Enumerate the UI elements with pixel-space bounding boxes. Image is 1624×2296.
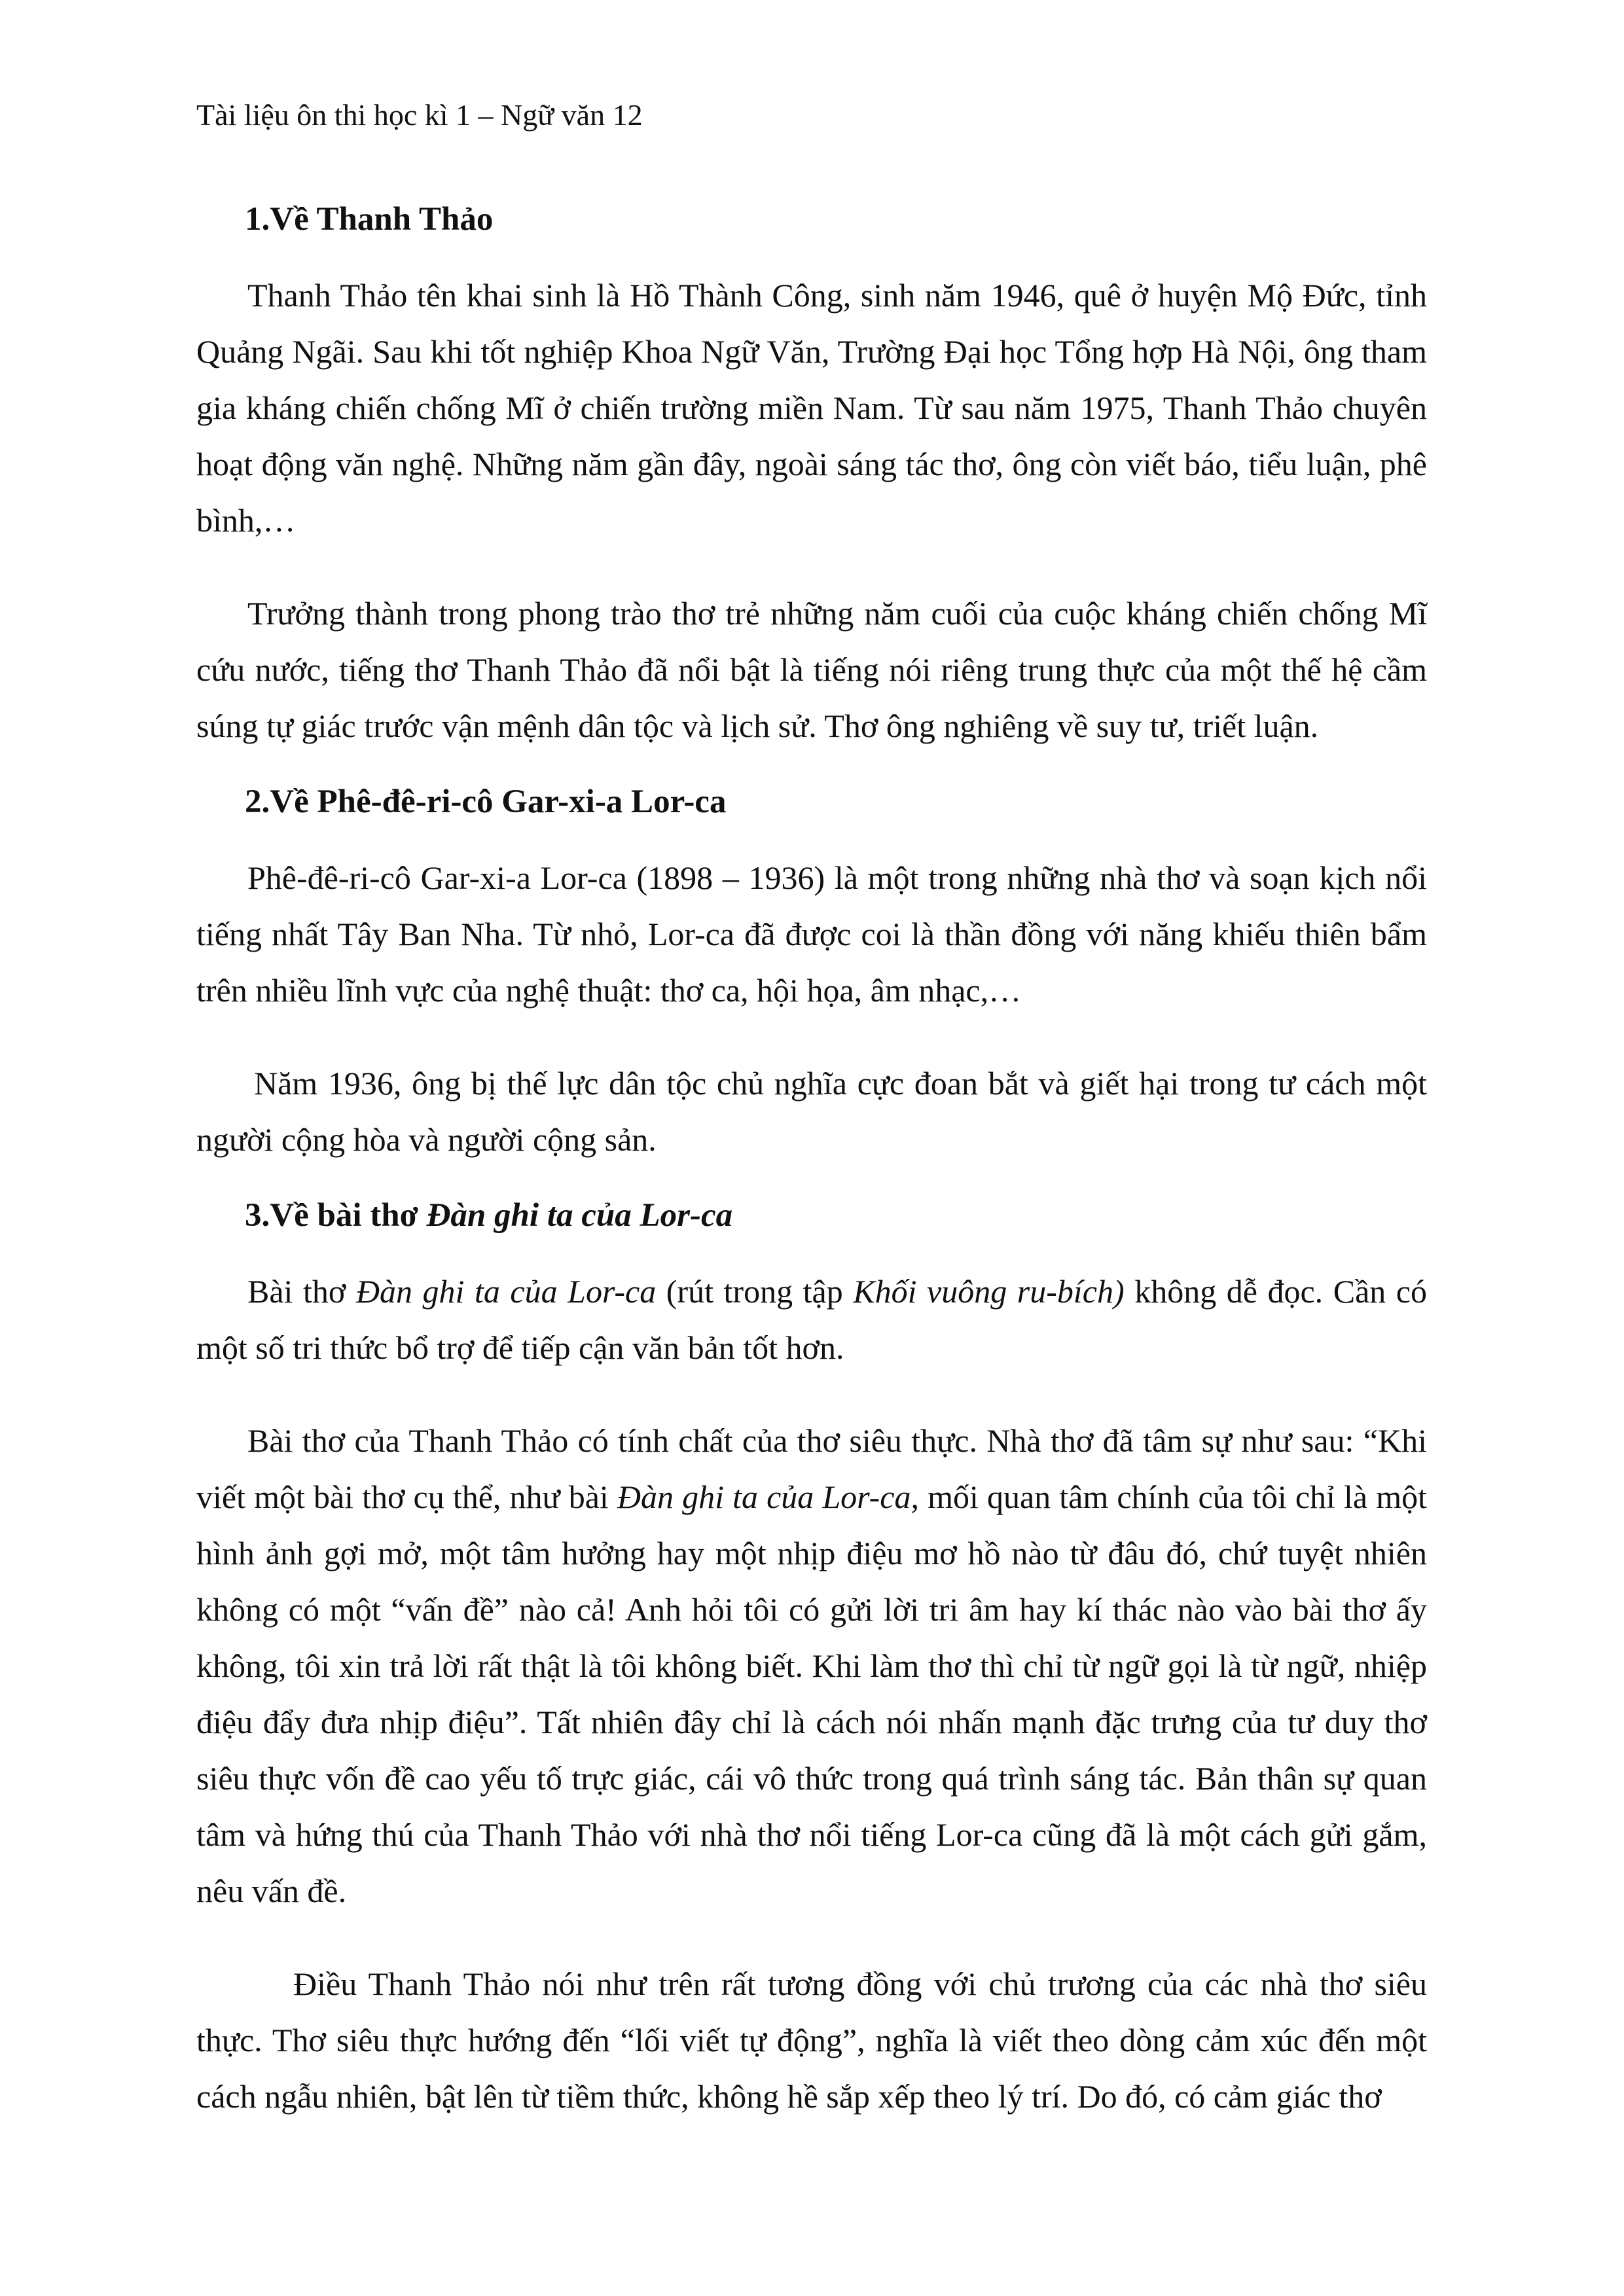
paragraph: Trưởng thành trong phong trào thơ trẻ những năm cuối của cuộc kháng chiến chống Mĩ cứu nước, tiếng thơ Thanh Thảo đã nổi bật là tiếng nói riêng trung thực của một thế hệ cầm súng tự giác trước vận mệnh dân tộc và lịch sử. Thơ ông nghiêng về suy tư, triết luận. xyxy=(196,595,1427,744)
heading-poem-title: Đàn ghi ta của Lor-ca xyxy=(426,1197,733,1234)
section-heading-poem xyxy=(245,1187,1427,1244)
paragraph: Năm 1936, ông bị thế lực dân tộc chủ nghĩa cực đoan bắt và giết hại trong tư cách một người cộng hòa và người cộng sản. xyxy=(196,1065,1427,1158)
running-header: Tài liệu ôn thi học kì 1 – Ngữ văn 12 xyxy=(196,98,643,132)
section-heading-thanh-thao: 1.Về Thanh Thảo xyxy=(245,201,494,238)
document-body xyxy=(196,191,1427,2125)
paragraph: Bài thơ Đàn ghi ta của Lor-ca (rút trong tập Khối vuông ru-bích) không dễ đọc. Cần có một số tri thức bổ trợ để tiếp cận văn bản tốt hơn. xyxy=(196,1273,1427,1366)
paragraph: Bài thơ của Thanh Thảo có tính chất của thơ siêu thực. Nhà thơ đã tâm sự như sau: “Khi viết một bài thơ cụ thể, như bài Đàn ghi ta của Lor-ca, mối quan tâm chính của tôi chỉ là một hình ảnh gợi mở, một tâm hưởng hay một nhịp điệu mơ hồ nào từ đâu đó, chứ tuyệt nhiên không có một “vấn đề” nào cả! Anh hỏi tôi có gửi lời tri âm hay kí thác nào vào bài thơ ấy không, tôi xin trả lời rất thật là tôi không biết. Khi làm thơ thì chỉ từ ngữ gọi là từ ngữ, nhiệp điệu đẩy đưa nhịp điệu”. Tất nhiên đây chỉ là cách nói nhấn mạnh đặc trưng của tư duy thơ siêu thực vốn đề cao yếu tố trực giác, cái vô thức trong quá trình sáng tác. Bản thân sự quan tâm và hứng thú của Thanh Thảo với nhà thơ nổi tiếng Lor-ca cũng đã là một cách gửi gắm, nêu vấn đề. xyxy=(196,1422,1427,1909)
paragraph: Thanh Thảo tên khai sinh là Hồ Thành Công, sinh năm 1946, quê ở huyện Mộ Đức, tỉnh Quảng Ngãi. Sau khi tốt nghiệp Khoa Ngữ Văn, Trường Đại học Tổng hợp Hà Nội, ông tham gia kháng chiến chống Mĩ ở chiến trường miền Nam. Từ sau năm 1975, Thanh Thảo chuyên hoạt động văn nghệ. Những năm gần đây, ngoài sáng tác thơ, ông còn viết báo, tiểu luận, phê bình,… xyxy=(196,277,1427,539)
paragraph: Phê-đê-ri-cô Gar-xi-a Lor-ca (1898 – 1936) là một trong những nhà thơ và soạn kịch nổi tiếng nhất Tây Ban Nha. Từ nhỏ, Lor-ca đã được coi là thần đồng với năng khiếu thiên bẩm trên nhiều lĩnh vực của nghệ thuật: thơ ca, hội họa, âm nhạc,… xyxy=(196,859,1427,1009)
heading-prefix: 3.Về bài thơ xyxy=(245,1197,427,1234)
section-heading-lorca: 2.Về Phê-đê-ri-cô Gar-xi-a Lor-ca xyxy=(245,783,727,820)
paragraph: Điều Thanh Thảo nói như trên rất tương đồng với chủ trương của các nhà thơ siêu thực. Thơ siêu thực hướng đến “lối viết tự động”, nghĩa là viết theo dòng cảm xúc đến một cách ngẫu nhiên, bật lên từ tiềm thức, không hề sắp xếp theo lý trí. Do đó, có cảm giác thơ xyxy=(196,1965,1427,2115)
